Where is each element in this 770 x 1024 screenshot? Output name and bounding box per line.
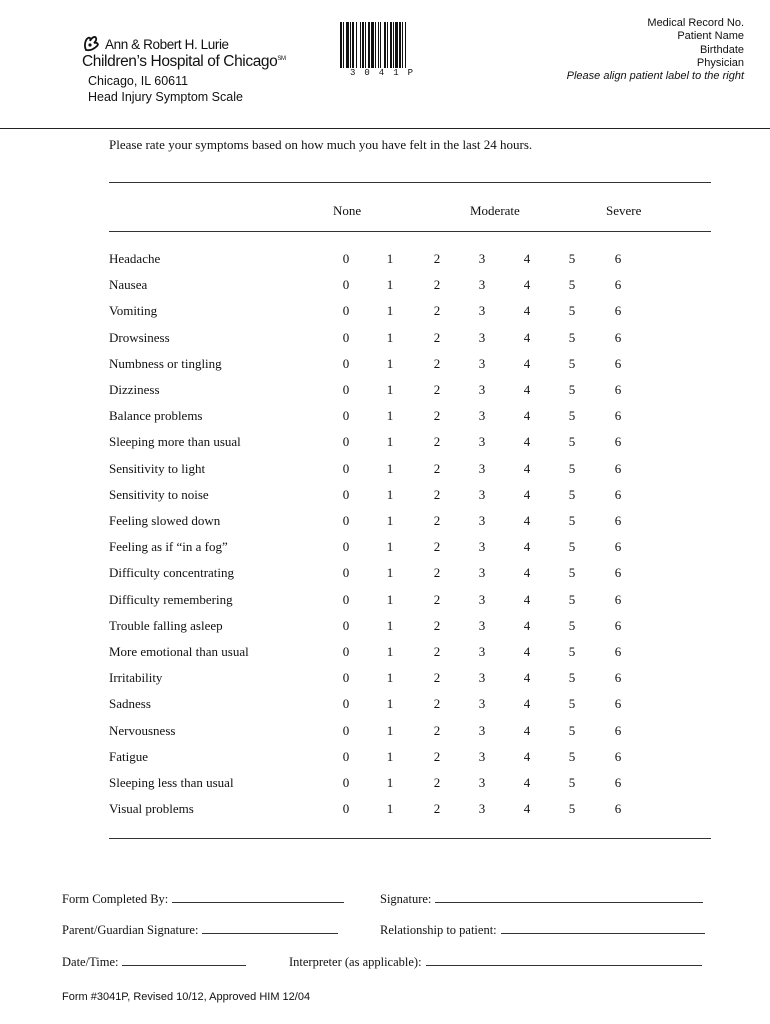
rating-option-5[interactable]: 5 [568, 591, 576, 607]
rating-option-3[interactable]: 3 [478, 748, 486, 764]
rating-option-0[interactable]: 0 [342, 513, 350, 529]
interpreter-field[interactable] [289, 955, 702, 970]
rating-option-0[interactable]: 0 [342, 748, 350, 764]
form-footer: Form #3041P, Revised 10/12, Approved HIM 12/04 [62, 991, 311, 1003]
symptom-row [109, 429, 719, 455]
barcode-bar [390, 22, 392, 68]
rating-option-4[interactable]: 4 [523, 617, 531, 633]
rating-option-4[interactable]: 4 [523, 251, 531, 267]
symptom-label: Sensitivity to noise [109, 486, 209, 502]
rating-option-5[interactable]: 5 [568, 355, 576, 371]
rating-option-2[interactable]: 2 [433, 486, 441, 502]
rating-option-2[interactable]: 2 [433, 591, 441, 607]
barcode-bar [340, 22, 342, 68]
interpreter-blank[interactable] [426, 955, 702, 966]
rating-option-4[interactable]: 4 [523, 801, 531, 817]
symptom-label: Dizziness [109, 382, 160, 398]
barcode-bar [380, 22, 381, 68]
rating-option-0[interactable]: 0 [342, 539, 350, 555]
rating-option-5[interactable]: 5 [568, 382, 576, 398]
rating-option-0[interactable]: 0 [342, 565, 350, 581]
rating-option-6[interactable]: 6 [614, 277, 622, 293]
rating-option-4[interactable]: 4 [523, 434, 531, 450]
barcode-bar [395, 22, 398, 68]
rating-option-0[interactable]: 0 [342, 251, 350, 267]
label-medical-record: Medical Record No. [647, 17, 744, 29]
symptom-label: Nausea [109, 277, 148, 293]
rating-option-1[interactable]: 1 [386, 486, 394, 502]
rating-option-2[interactable]: 2 [433, 775, 441, 791]
label-align-note: Please align patient label to the right [566, 70, 744, 83]
rating-option-3[interactable]: 3 [478, 460, 486, 476]
symptom-row [109, 298, 719, 324]
symptom-label: Headache [109, 251, 161, 267]
rating-option-2[interactable]: 2 [433, 539, 441, 555]
form-completed-by-label: Form Completed By: [62, 892, 169, 906]
rating-option-5[interactable]: 5 [568, 408, 576, 424]
rating-option-6[interactable]: 6 [614, 408, 622, 424]
rating-option-2[interactable]: 2 [433, 382, 441, 398]
symptom-row [109, 691, 719, 717]
rating-option-0[interactable]: 0 [342, 644, 350, 660]
rating-option-3[interactable]: 3 [478, 329, 486, 345]
rating-option-5[interactable]: 5 [568, 775, 576, 791]
symptom-label: Sadness [109, 696, 151, 712]
barcode-bar [356, 22, 357, 68]
barcode-bar [352, 22, 354, 68]
symptom-row [109, 665, 719, 691]
barcode-bar [360, 22, 361, 68]
rating-option-4[interactable]: 4 [523, 486, 531, 502]
rating-option-5[interactable]: 5 [568, 748, 576, 764]
rating-option-4[interactable]: 4 [523, 565, 531, 581]
divider-line [109, 182, 711, 183]
rating-option-1[interactable]: 1 [386, 722, 394, 738]
rating-option-0[interactable]: 0 [342, 722, 350, 738]
rating-option-2[interactable]: 2 [433, 277, 441, 293]
symptom-row [109, 377, 719, 403]
symptom-label: Visual problems [109, 801, 194, 817]
symptom-row [109, 325, 719, 351]
symptom-row [109, 351, 719, 377]
symptom-row [109, 718, 719, 744]
rating-option-4[interactable]: 4 [523, 460, 531, 476]
rating-option-6[interactable]: 6 [614, 382, 622, 398]
relationship-field[interactable] [380, 923, 705, 938]
barcode-bar [368, 22, 370, 68]
symptom-label: Irritability [109, 670, 163, 686]
relationship-blank[interactable] [501, 923, 705, 934]
symptom-label: Sensitivity to light [109, 460, 206, 476]
form-completed-by-blank[interactable] [172, 892, 344, 903]
barcode-bar [375, 22, 376, 68]
symptom-label: Nervousness [109, 722, 176, 738]
rating-option-6[interactable]: 6 [614, 644, 622, 660]
symptom-label: Sleeping less than usual [109, 775, 234, 791]
rating-option-3[interactable]: 3 [478, 355, 486, 371]
symptom-label: Difficulty concentrating [109, 565, 235, 581]
symptom-row [109, 796, 719, 822]
header-divider [0, 128, 770, 129]
rating-option-6[interactable]: 6 [614, 591, 622, 607]
signature-blank[interactable] [435, 892, 703, 903]
rating-option-6[interactable]: 6 [614, 303, 622, 319]
scale-severe-label: Severe [606, 203, 642, 218]
rating-option-1[interactable]: 1 [386, 696, 394, 712]
rating-option-1[interactable]: 1 [386, 408, 394, 424]
relationship-label: Relationship to patient: [380, 923, 497, 937]
rating-option-1[interactable]: 1 [386, 591, 394, 607]
rating-option-3[interactable]: 3 [478, 696, 486, 712]
symptom-row [109, 744, 719, 770]
interpreter-label: Interpreter (as applicable): [289, 955, 422, 969]
rating-option-6[interactable]: 6 [614, 460, 622, 476]
rating-option-1[interactable]: 1 [386, 617, 394, 633]
rating-option-5[interactable]: 5 [568, 565, 576, 581]
rating-option-6[interactable]: 6 [614, 722, 622, 738]
rating-option-1[interactable]: 1 [386, 748, 394, 764]
barcode-bar [346, 22, 349, 68]
rating-option-6[interactable]: 6 [614, 748, 622, 764]
barcode-bar [387, 22, 388, 68]
symptom-row [109, 246, 719, 272]
symptom-row [109, 456, 719, 482]
rating-option-0[interactable]: 0 [342, 303, 350, 319]
symptom-row [109, 534, 719, 560]
rating-option-2[interactable]: 2 [433, 513, 441, 529]
rating-option-1[interactable]: 1 [386, 644, 394, 660]
symptom-label: Difficulty remembering [109, 591, 233, 607]
rating-option-6[interactable]: 6 [614, 801, 622, 817]
symptom-row [109, 639, 719, 665]
rating-option-2[interactable]: 2 [433, 644, 441, 660]
rating-option-4[interactable]: 4 [523, 277, 531, 293]
rating-option-5[interactable]: 5 [568, 303, 576, 319]
symptom-row [109, 272, 719, 298]
rating-option-4[interactable]: 4 [523, 722, 531, 738]
rating-option-3[interactable]: 3 [478, 277, 486, 293]
rating-option-6[interactable]: 6 [614, 670, 622, 686]
rating-option-5[interactable]: 5 [568, 722, 576, 738]
rating-option-1[interactable]: 1 [386, 670, 394, 686]
rating-option-5[interactable]: 5 [568, 801, 576, 817]
divider-line [109, 231, 711, 232]
rating-option-4[interactable]: 4 [523, 591, 531, 607]
rating-option-2[interactable]: 2 [433, 722, 441, 738]
rating-option-6[interactable]: 6 [614, 513, 622, 529]
rating-option-1[interactable]: 1 [386, 801, 394, 817]
barcode-bar [393, 22, 394, 68]
symptom-row [109, 560, 719, 586]
rating-option-1[interactable]: 1 [386, 539, 394, 555]
symptom-label: More emotional than usual [109, 644, 249, 660]
rating-option-5[interactable]: 5 [568, 513, 576, 529]
symptom-label: Fatigue [109, 748, 148, 764]
rating-option-4[interactable]: 4 [523, 775, 531, 791]
logo-line1: Ann & Robert H. Lurie [105, 36, 229, 52]
rating-option-2[interactable]: 2 [433, 251, 441, 267]
label-birthdate: Birthdate [699, 43, 744, 56]
hospital-address-block [88, 73, 243, 105]
rating-option-5[interactable]: 5 [568, 539, 576, 555]
rating-option-2[interactable]: 2 [433, 565, 441, 581]
rating-option-6[interactable]: 6 [614, 355, 622, 371]
symptom-label: Drowsiness [109, 329, 170, 345]
rating-option-6[interactable]: 6 [614, 434, 622, 450]
rating-option-5[interactable]: 5 [568, 251, 576, 267]
rating-option-6[interactable]: 6 [614, 565, 622, 581]
rating-option-2[interactable]: 2 [433, 329, 441, 345]
barcode-text: 3041P [350, 68, 423, 78]
rating-option-0[interactable]: 0 [342, 277, 350, 293]
rating-option-4[interactable]: 4 [523, 382, 531, 398]
rating-option-4[interactable]: 4 [523, 355, 531, 371]
signature-field[interactable] [380, 892, 703, 907]
rating-option-2[interactable]: 2 [433, 801, 441, 817]
rating-option-3[interactable]: 3 [478, 801, 486, 817]
rating-option-1[interactable]: 1 [386, 303, 394, 319]
rating-option-3[interactable]: 3 [478, 303, 486, 319]
barcode-bar [405, 22, 406, 68]
rating-option-0[interactable]: 0 [342, 460, 350, 476]
form-completed-by-field[interactable] [62, 892, 344, 907]
hand-logo-icon [82, 34, 102, 54]
rating-option-4[interactable]: 4 [523, 748, 531, 764]
rating-option-6[interactable]: 6 [614, 251, 622, 267]
rating-option-4[interactable]: 4 [523, 539, 531, 555]
barcode-bar [350, 22, 351, 68]
rating-option-5[interactable]: 5 [568, 329, 576, 345]
rating-option-1[interactable]: 1 [386, 382, 394, 398]
rating-option-3[interactable]: 3 [478, 251, 486, 267]
rating-option-3[interactable]: 3 [478, 722, 486, 738]
rating-option-3[interactable]: 3 [478, 382, 486, 398]
rating-option-5[interactable]: 5 [568, 486, 576, 502]
rating-option-6[interactable]: 6 [614, 775, 622, 791]
rating-option-0[interactable]: 0 [342, 775, 350, 791]
symptom-row [109, 508, 719, 534]
signature-label: Signature: [380, 892, 432, 906]
rating-option-1[interactable]: 1 [386, 355, 394, 371]
label-physician: Physician [696, 56, 744, 69]
rating-option-3[interactable]: 3 [478, 775, 486, 791]
patient-label-area [567, 17, 744, 83]
rating-option-3[interactable]: 3 [478, 408, 486, 424]
symptom-label: Vomiting [109, 303, 158, 319]
barcode-bar [365, 22, 366, 68]
rating-option-2[interactable]: 2 [433, 460, 441, 476]
rating-option-1[interactable]: 1 [386, 434, 394, 450]
rating-option-0[interactable]: 0 [342, 591, 350, 607]
symptom-row [109, 482, 719, 508]
symptom-label: Trouble falling asleep [109, 617, 223, 633]
symptom-label: Feeling slowed down [109, 513, 221, 529]
rating-option-4[interactable]: 4 [523, 329, 531, 345]
rating-option-3[interactable]: 3 [478, 591, 486, 607]
scale-none-label: None [333, 203, 362, 218]
rating-option-5[interactable]: 5 [568, 277, 576, 293]
rating-option-0[interactable]: 0 [342, 408, 350, 424]
symptom-row [109, 613, 719, 639]
rating-option-2[interactable]: 2 [433, 748, 441, 764]
parent-guardian-signature-label: Parent/Guardian Signature: [62, 923, 199, 937]
rating-option-1[interactable]: 1 [386, 460, 394, 476]
symptom-label: Sleeping more than usual [109, 434, 241, 450]
date-time-label: Date/Time: [62, 955, 119, 969]
rating-option-1[interactable]: 1 [386, 513, 394, 529]
rating-option-2[interactable]: 2 [433, 670, 441, 686]
rating-option-3[interactable]: 3 [478, 539, 486, 555]
rating-option-1[interactable]: 1 [386, 251, 394, 267]
logo-line2: Children’s Hospital of Chicago℠ [82, 53, 286, 70]
rating-option-1[interactable]: 1 [386, 565, 394, 581]
rating-option-3[interactable]: 3 [478, 513, 486, 529]
rating-option-6[interactable]: 6 [614, 696, 622, 712]
rating-option-0[interactable]: 0 [342, 670, 350, 686]
rating-option-1[interactable]: 1 [386, 277, 394, 293]
divider-line [109, 838, 711, 839]
rating-option-0[interactable]: 0 [342, 329, 350, 345]
rating-option-2[interactable]: 2 [433, 408, 441, 424]
rating-option-4[interactable]: 4 [523, 644, 531, 660]
rating-option-3[interactable]: 3 [478, 486, 486, 502]
rating-option-0[interactable]: 0 [342, 382, 350, 398]
scale-moderate-label: Moderate [470, 203, 520, 218]
label-patient-name: Patient Name [677, 30, 744, 43]
date-time-blank[interactable] [122, 955, 246, 966]
rating-option-3[interactable]: 3 [478, 670, 486, 686]
date-time-field[interactable] [62, 955, 246, 970]
symptom-row [109, 403, 719, 429]
rating-option-5[interactable]: 5 [568, 644, 576, 660]
rating-option-3[interactable]: 3 [478, 434, 486, 450]
barcode-bar [384, 22, 386, 68]
rating-option-2[interactable]: 2 [433, 696, 441, 712]
rating-option-6[interactable]: 6 [614, 486, 622, 502]
rating-option-0[interactable]: 0 [342, 801, 350, 817]
barcode-bar [378, 22, 379, 68]
symptom-label: Numbness or tingling [109, 355, 222, 371]
rating-option-3[interactable]: 3 [478, 617, 486, 633]
rating-option-5[interactable]: 5 [568, 696, 576, 712]
rating-option-4[interactable]: 4 [523, 303, 531, 319]
rating-option-0[interactable]: 0 [342, 486, 350, 502]
rating-option-6[interactable]: 6 [614, 617, 622, 633]
rating-option-6[interactable]: 6 [614, 329, 622, 345]
hospital-logo [82, 34, 286, 71]
rating-option-2[interactable]: 2 [433, 355, 441, 371]
form-title: Head Injury Symptom Scale [88, 90, 243, 104]
rating-option-0[interactable]: 0 [342, 434, 350, 450]
rating-option-6[interactable]: 6 [614, 539, 622, 555]
rating-option-5[interactable]: 5 [568, 434, 576, 450]
rating-option-5[interactable]: 5 [568, 460, 576, 476]
barcode-bar [362, 22, 364, 68]
rating-option-4[interactable]: 4 [523, 696, 531, 712]
rating-option-1[interactable]: 1 [386, 329, 394, 345]
barcode-bar [399, 22, 401, 68]
symptom-label: Balance problems [109, 408, 203, 424]
symptom-row [109, 770, 719, 796]
rating-option-2[interactable]: 2 [433, 434, 441, 450]
barcode-bar [343, 22, 344, 68]
rating-option-5[interactable]: 5 [568, 670, 576, 686]
rating-option-3[interactable]: 3 [478, 565, 486, 581]
rating-option-2[interactable]: 2 [433, 303, 441, 319]
rating-option-0[interactable]: 0 [342, 617, 350, 633]
parent-guardian-signature-field[interactable] [62, 923, 338, 938]
rating-option-1[interactable]: 1 [386, 775, 394, 791]
symptom-row [109, 587, 719, 613]
rating-option-0[interactable]: 0 [342, 696, 350, 712]
rating-option-4[interactable]: 4 [523, 513, 531, 529]
barcode [340, 22, 438, 68]
instructions: Please rate your symptoms based on how much you have felt in the last 24 hours. [109, 137, 533, 152]
rating-option-2[interactable]: 2 [433, 617, 441, 633]
rating-option-3[interactable]: 3 [478, 644, 486, 660]
logo-service-mark: SM [277, 55, 286, 62]
address: Chicago, IL 60611 [88, 74, 189, 88]
barcode-bar [371, 22, 374, 68]
parent-guardian-signature-blank[interactable] [202, 923, 338, 934]
barcode-bar [402, 22, 403, 68]
rating-option-4[interactable]: 4 [523, 408, 531, 424]
rating-option-5[interactable]: 5 [568, 617, 576, 633]
rating-option-4[interactable]: 4 [523, 670, 531, 686]
symptom-label: Feeling as if “in a fog” [109, 539, 228, 555]
rating-option-0[interactable]: 0 [342, 355, 350, 371]
